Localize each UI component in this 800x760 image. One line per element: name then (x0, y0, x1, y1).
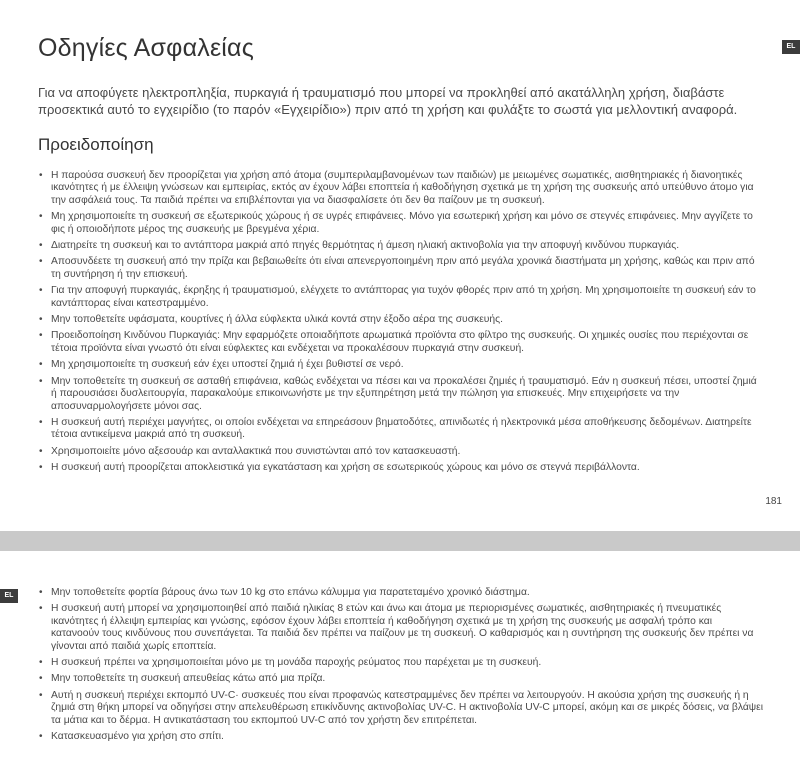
warning-item (38, 285, 763, 310)
warning-list (38, 587, 763, 747)
warning-item (38, 731, 763, 743)
page-number: 181 (765, 496, 782, 507)
warning-text: Μη χρησιμοποιείτε τη συσκευή εάν έχει υποστεί ζημιά ή έχει βυθιστεί σε νερό. (51, 359, 404, 371)
warning-item (38, 240, 763, 252)
warning-text: Η συσκευή αυτή μπορεί να χρησιμοποιηθεί από παιδιά ηλικίας 8 ετών και άνω και άτομα με περιορισμένες σωματικές, αισθητηριακές ή πνευματικές ικανότητες ή έλλειψη εμπειρίας και γνώσης, εφόσον έχουν λάβει εποπτεία ή καθοδήγηση σχετικά με τη χρήση της συσκευής με ασφαλή τρόπο και κατανοούν τους κινδύνους που συνεπάγεται. Τα παιδιά δεν πρέπει να παίζουν με τη συσκευή. Ο καθαρισμός και η συντήρηση της συσκευής δεν πρέπει να γίνονται από παιδιά χωρίς εποπτεία. (51, 603, 754, 652)
bullet-icon: • (39, 170, 43, 181)
warning-text: Διατηρείτε τη συσκευή και το αντάπτορα μακριά από πηγές θερμότητας ή άμεση ηλιακή ακτινοβολία για την αποφυγή κινδύνου πυρκαγιάς. (51, 240, 680, 252)
bullet-icon: • (39, 603, 43, 615)
warning-text: Αποσυνδέετε τη συσκευή από την πρίζα και βεβαιωθείτε ότι είναι απενεργοποιημένη πριν από μεγάλα χρονικά διαστήματα μη χρήσης, καθώς και πριν από τη συντήρηση ή την επισκευή. (51, 256, 755, 280)
warning-text: Μην τοποθετείτε υφάσματα, κουρτίνες ή άλλα εύφλεκτα υλικά κοντά στην έξοδο αέρα της συσκευής. (51, 314, 503, 326)
warning-text: Μην τοποθετείτε τη συσκευή απευθείας κάτω από μια πρίζα. (51, 673, 326, 685)
warning-item (38, 446, 763, 458)
intro-paragraph: Για να αποφύγετε ηλεκτροπληξία, πυρκαγιά ή τραυματισμό που μπορεί να προκληθεί από ακατάλληλη χρήση, διαβάστε προσεκτικά αυτό το εγχειρίδιο (το παρόν «Εγχειρίδιο») πριν από τη χρήση και φυλάξτε το σωστά για μελλοντική αναφορά. (38, 85, 738, 117)
bullet-icon: • (39, 416, 43, 428)
manual-page-182 (0, 551, 800, 760)
language-tab: EL (0, 589, 18, 603)
warning-text: Κατασκευασμένο για χρήση στο σπίτι. (51, 731, 224, 743)
bullet-icon: • (39, 731, 43, 743)
warning-item (38, 256, 763, 281)
bullet-icon: • (39, 285, 43, 297)
warning-item (38, 587, 763, 599)
warning-text: Η συσκευή πρέπει να χρησιμοποιείται μόνο με τη μονάδα παροχής ρεύματος που παρέχεται με τη συσκευή. (51, 657, 542, 669)
warning-item (38, 673, 763, 685)
bullet-icon: • (39, 657, 43, 669)
warning-text: Μη χρησιμοποιείτε τη συσκευή σε εξωτερικούς χώρους ή σε υγρές επιφάνειες. Μόνο για εσωτερική χρήση και μόνο σε στεγνές επιφάνειες. Μην αγγίζετε το φις ή οποιοδήποτε μέρος της συσκευής με βρεγμένα χέρια. (51, 211, 753, 235)
warning-text: Μην τοποθετείτε φορτία βάρους άνω των 10 kg στο επάνω κάλυμμα για παρατεταμένο χρονικό διάστημα. (51, 587, 530, 598)
warning-item (38, 211, 763, 236)
warning-text: Μην τοποθετείτε τη συσκευή σε ασταθή επιφάνεια, καθώς ενδέχεται να πέσει και να προκαλέσει ζημιές ή τραυματισμό. Εάν η συσκευή πέσει, υποστεί ζημιά ή παρουσιάσει δυσλειτουργία, παρακαλούμε επικοινωνήστε με την εξυπηρέτηση μετά την πώληση για επισκευές. Μην επιχειρήσετε να την αποσυναρμολογήσετε μόνοι σας. (51, 375, 757, 412)
warning-item (38, 376, 763, 413)
bullet-icon: • (39, 375, 43, 387)
warning-item (38, 330, 763, 355)
bullet-icon: • (39, 359, 43, 371)
warning-text: Η συσκευή αυτή περιέχει μαγνήτες, οι οποίοι ενδέχεται να επηρεάσουν βηματοδότες, απινιδωτές ή ηλεκτρονικά μέσα αποθήκευσης δεδομένων. Διατηρείτε τέτοια αντικείμενα μακριά από τη συσκευή. (51, 416, 752, 441)
warning-text: Η συσκευή αυτή προορίζεται αποκλειστικά για εγκατάσταση και χρήση σε εσωτερικούς χώρους και μόνο σε στεγνά περιβάλλοντα. (51, 462, 640, 474)
bullet-icon: • (39, 211, 43, 223)
warning-item (38, 657, 763, 669)
page-title: Οδηγίες Ασφαλείας (38, 34, 254, 62)
warning-text: Χρησιμοποιείτε μόνο αξεσουάρ και ανταλλακτικά που συνιστώνται από τον κατασκευαστή. (51, 445, 461, 457)
warning-text: Η παρούσα συσκευή δεν προορίζεται για χρήση από άτομα (συμπεριλαμβανομένων των παιδιών) με μειωμένες σωματικές, αισθητηριακές ή διανοητικές ικανότητες ή με έλλειψη γνώσεων και εμπειρίας, εκτός αν έχουν λάβει εποπτεία ή καθοδήγηση σχετικά με τη χρήση της συσκευής από υπεύθυνο άτομο για την ασφάλειά τους. Τα παιδιά πρέπει να επιβλέπονται για να διασφαλίσετε ότι δεν θα παίζουν με τη συσκευή. (51, 170, 754, 206)
warning-text: Προειδοποίηση Κινδύνου Πυρκαγιάς: Μην εφαρμόζετε οποιαδήποτε αρωματικά προϊόντα στο φίλτρο της συσκευής. Οι χημικές ουσίες που περιέχονται σε τέτοια προϊόντα είναι γνωστό ότι είναι εύφλεκτες και ενδέχεται να προκαλέσουν πυρκαγιά στην συσκευή. (51, 330, 749, 354)
warning-item (38, 690, 763, 727)
bullet-icon: • (39, 445, 43, 457)
warning-item (38, 359, 763, 371)
bullet-icon: • (39, 256, 43, 268)
language-tab: EL (782, 40, 800, 54)
bullet-icon: • (39, 587, 43, 598)
warning-item (38, 314, 763, 326)
warning-item (38, 170, 763, 207)
bullet-icon: • (39, 689, 43, 701)
warning-text: Για την αποφυγή πυρκαγιάς, έκρηξης ή τραυματισμού, ελέγχετε το αντάπτορας για τυχόν φθορές πριν από τη χρήση. Μη χρησιμοποιείτε τη συσκευή εάν το καντάπτορας είναι κατεστραμμένο. (51, 285, 756, 309)
warning-list (38, 170, 763, 479)
warning-item (38, 417, 763, 442)
bullet-icon: • (39, 462, 43, 474)
section-title-warning: Προειδοποίηση (38, 135, 154, 154)
bullet-icon: • (39, 330, 43, 342)
bullet-icon: • (39, 314, 43, 326)
warning-item (38, 603, 763, 653)
bullet-icon: • (39, 673, 43, 685)
warning-item (38, 462, 763, 474)
warning-text: Αυτή η συσκευή περιέχει εκπομπό UV-C· συσκευές που είναι προφανώς κατεστραμμένες δεν πρέπει να λειτουργούν. Η ακούσια χρήση της συσκευής ή η ζημιά στη θήκη μπορεί να οδηγήσει στην απελευθέρωση επικίνδυνης ακτινοβολίας UV-C. Η ακτινοβολία UV-C μπορεί, ακόμη και σε μικρές δόσεις, να βλάψει τα μάτια και το δέρμα. Η αντικατάσταση του εκπομπού UV-C από τον χρήστη δεν επιτρέπεται. (51, 689, 764, 726)
bullet-icon: • (39, 240, 43, 252)
